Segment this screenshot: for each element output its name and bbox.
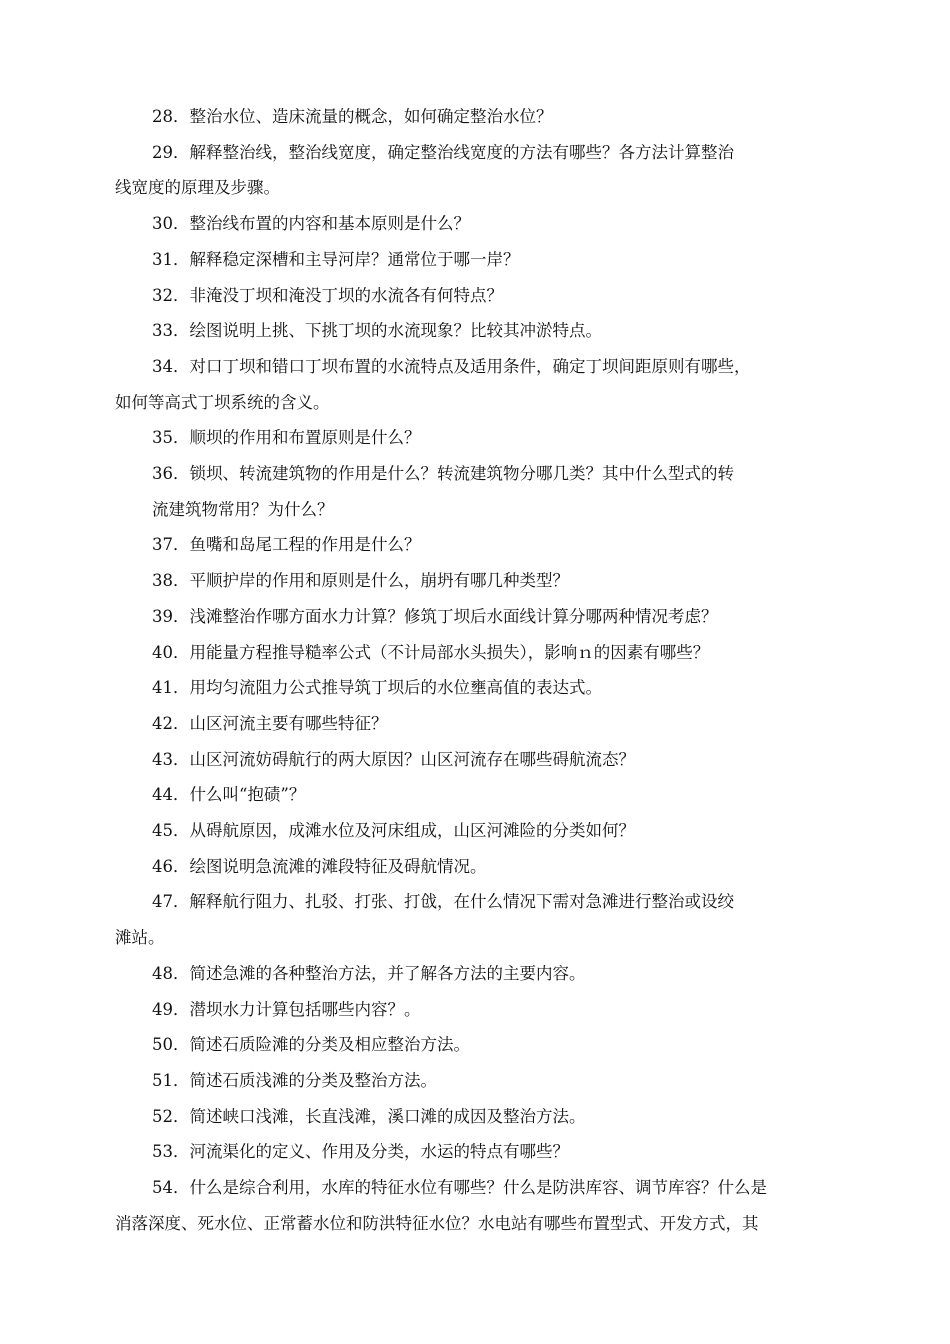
question-42 [115, 706, 885, 742]
question-41 [115, 670, 885, 706]
question-50 [115, 1027, 885, 1063]
question-text: 40．用能量方程推导糙率公式（不计局部水头损失），影响ｎ的因素有哪些？ [152, 642, 710, 662]
question-51 [115, 1063, 885, 1099]
question-text: 31．解释稳定深槽和主导河岸？通常位于哪一岸？ [152, 249, 520, 269]
question-31 [115, 242, 885, 278]
question-text: 50．简述石质险滩的分类及相应整治方法。 [152, 1035, 470, 1055]
question-text: 52．简述峡口浅滩，长直浅滩，溪口滩的成因及整治方法。 [152, 1106, 586, 1126]
question-54 [115, 1170, 885, 1241]
question-29 [115, 135, 885, 206]
question-text: 51．简述石质浅滩的分类及整治方法。 [152, 1070, 437, 1090]
question-40 [115, 635, 885, 671]
question-continuation: 滩站。 [115, 928, 165, 948]
question-text: 45．从碍航原因，成滩水位及河床组成，山区河滩险的分类如何？ [152, 821, 635, 841]
question-32 [115, 278, 885, 314]
question-text: 37．鱼嘴和岛尾工程的作用是什么？ [152, 535, 421, 555]
question-list [115, 99, 885, 1242]
question-36 [115, 456, 885, 527]
question-text: 44．什么叫“抱碛”？ [152, 785, 306, 805]
question-text: 53．河流渠化的定义、作用及分类，水运的特点有哪些？ [152, 1142, 569, 1162]
question-continuation: 流建筑物常用？为什么？ [152, 499, 334, 519]
question-text: 35．顺坝的作用和布置原则是什么？ [152, 428, 421, 448]
question-text: 36．锁坝、转流建筑物的作用是什么？转流建筑物分哪几类？其中什么型式的转 [152, 464, 734, 484]
question-continuation: 消落深度、死水位、正常蓄水位和防洪特征水位？水电站有哪些布置型式、开发方式，其 [115, 1213, 759, 1233]
question-49 [115, 992, 885, 1028]
question-text: 48．简述急滩的各种整治方法，并了解各方法的主要内容。 [152, 963, 586, 983]
question-continuation: 线宽度的原理及步骤。 [115, 178, 280, 198]
question-text: 28．整治水位、造床流量的概念，如何确定整治水位？ [152, 107, 553, 126]
question-text: 38．平顺护岸的作用和原则是什么，崩坍有哪几种类型？ [152, 571, 569, 591]
question-53 [115, 1134, 885, 1170]
question-35 [115, 420, 885, 456]
question-43 [115, 742, 885, 778]
question-continuation: 如何等高式丁坝系统的含义。 [115, 392, 330, 412]
question-47 [115, 884, 885, 955]
question-text: 33．绘图说明上挑、下挑丁坝的水流现象？比较其冲淤特点。 [152, 321, 602, 341]
question-text: 34．对口丁坝和错口丁坝布置的水流特点及适用条件，确定丁坝间距原则有哪些， [152, 356, 751, 376]
question-text: 46．绘图说明急流滩的滩段特征及碍航情况。 [152, 856, 487, 876]
question-text: 39．浅滩整治作哪方面水力计算？修筑丁坝后水面线计算分哪两种情况考虑？ [152, 606, 718, 626]
question-38 [115, 563, 885, 599]
question-text: 30．整治线布置的内容和基本原则是什么？ [152, 214, 470, 234]
question-text: 41．用均匀流阻力公式推导筑丁坝后的水位壅高值的表达式。 [152, 678, 602, 698]
question-text: 42．山区河流主要有哪些特征？ [152, 713, 388, 733]
question-48 [115, 956, 885, 992]
question-45 [115, 813, 885, 849]
question-46 [115, 849, 885, 885]
question-39 [115, 599, 885, 635]
question-text: 32．非淹没丁坝和淹没丁坝的水流各有何特点？ [152, 285, 503, 305]
question-34 [115, 349, 885, 420]
question-text: 29．解释整治线，整治线宽度，确定整治线宽度的方法有哪些？各方法计算整治 [152, 142, 734, 162]
question-text: 49．潜坝水力计算包括哪些内容？。 [152, 999, 421, 1019]
question-52 [115, 1099, 885, 1135]
question-33 [115, 313, 885, 349]
question-text: 47．解释航行阻力、扎驳、打张、打戗，在什么情况下需对急滩进行整治或设绞 [152, 892, 734, 912]
question-37 [115, 527, 885, 563]
question-44 [115, 777, 885, 813]
question-28 [115, 99, 885, 135]
question-30 [115, 206, 885, 242]
question-text: 43．山区河流妨碍航行的两大原因？山区河流存在哪些碍航流态？ [152, 749, 635, 769]
question-text: 54．什么是综合利用，水库的特征水位有哪些？什么是防洪库容、调节库容？什么是 [152, 1178, 767, 1198]
